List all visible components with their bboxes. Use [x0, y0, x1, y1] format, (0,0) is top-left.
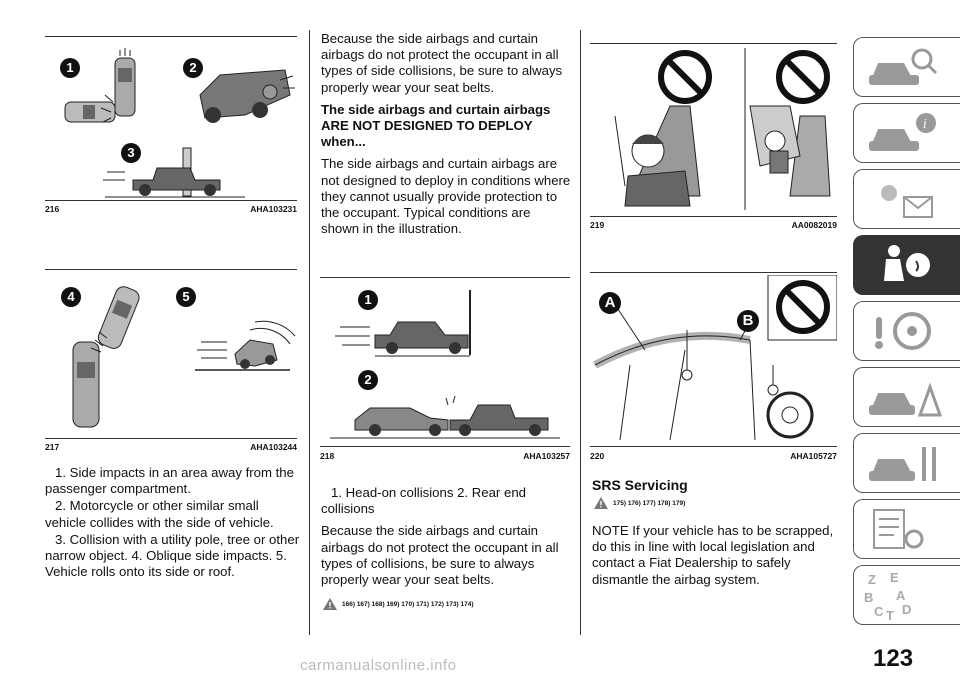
- figure-code: AHA103231: [250, 204, 297, 214]
- warning-triangle-icon: [594, 497, 608, 509]
- alphabet-index-icon: [862, 568, 942, 622]
- svg-text:E: E: [890, 570, 899, 585]
- paragraph: The side airbags and curtain airbags are not designed to deploy in conditions where they cannot usually provide protection to the occupant. Typical conditions are shown in the illustration.: [321, 156, 571, 237]
- warning-references-col2: [323, 598, 474, 610]
- warning-references: 166) 167) 168) 169) 170) 171) 172) 173) 174): [342, 600, 474, 608]
- figure-217-badge-4: 4: [61, 287, 81, 307]
- paragraph: Because the side airbags and curtain airbags do not protect the occupant in all types of side collisions, be sure to always properly wear your seat belts.: [321, 31, 563, 95]
- section-heading: The side airbags and curtain airbags ARE NOT DESIGNED TO DEPLOY when...: [321, 101, 551, 150]
- svg-text:B: B: [864, 590, 874, 605]
- car-info-icon: [864, 109, 944, 159]
- svg-text:T: T: [886, 608, 894, 622]
- figure-code: AHA103244: [250, 442, 297, 452]
- column-1-text: [45, 465, 301, 586]
- figure-218-caption: [320, 451, 570, 461]
- tab-in-an-emergency[interactable]: [853, 367, 960, 427]
- figure-217-top-rule: [45, 269, 297, 270]
- section-heading: SRS Servicing: [592, 477, 688, 493]
- warning-references-col3: [594, 497, 685, 509]
- figure-220-top-rule: [590, 272, 837, 273]
- paragraph: 2. Motorcycle or other similar small vehicle collides with the side of vehicle.: [45, 498, 274, 530]
- svg-text:C: C: [874, 604, 884, 619]
- svg-text:Z: Z: [868, 572, 876, 587]
- figure-219-top-rule: [590, 43, 837, 44]
- tab-warning-lights[interactable]: [853, 169, 960, 229]
- paragraph: 3. Collision with a utility pole, tree or other narrow object. 4. Oblique side impacts. 5. Vehicle rolls onto its side or roof.: [45, 531, 300, 580]
- warning-references: 175) 176) 177) 178) 179): [613, 499, 686, 507]
- column-2-bottom-text: [321, 485, 571, 594]
- figure-217-bottom-rule: [45, 438, 297, 439]
- column-divider: [309, 30, 310, 635]
- svg-text:D: D: [902, 602, 912, 617]
- figure-216-illustration: [45, 40, 297, 200]
- paragraph: Because the side airbags and curtain airbags do not protect the occupant in all types of collisions, be sure to always properly wear your seat belts.: [321, 523, 559, 588]
- paragraph: 1. Side impacts in an area away from the passenger compartment.: [45, 465, 294, 497]
- tab-safety[interactable]: [853, 235, 960, 295]
- figure-216-bottom-rule: [45, 200, 297, 201]
- tab-starting-driving[interactable]: [853, 301, 960, 361]
- tab-servicing-care[interactable]: [853, 433, 960, 493]
- figure-218-badge-2: 2: [358, 370, 378, 390]
- figure-218-top-rule: [320, 277, 570, 278]
- tab-index[interactable]: [853, 565, 960, 625]
- figure-216-top-rule: [45, 36, 297, 37]
- figure-219-caption: [590, 220, 837, 230]
- tab-knowing-your-car[interactable]: [853, 37, 960, 97]
- figure-number: 218: [320, 451, 335, 461]
- figure-number: 216: [45, 204, 60, 214]
- figure-219-bottom-rule: [590, 216, 837, 217]
- figure-number: 220: [590, 451, 605, 461]
- svg-text:i: i: [923, 117, 927, 131]
- figure-code: AHA103257: [523, 451, 570, 461]
- steering-wheel-icon: [864, 307, 944, 357]
- figure-218-badge-1: 1: [358, 290, 378, 310]
- settings-list-icon: [864, 505, 944, 555]
- tab-technical-specifications[interactable]: [853, 499, 960, 559]
- figure-216-badge-2: 2: [183, 58, 203, 78]
- page-number: 123: [873, 645, 914, 672]
- figure-number: 217: [45, 442, 60, 452]
- figure-216-badge-1: 1: [60, 58, 80, 78]
- figure-220-caption: [590, 451, 837, 461]
- figure-220-label-b: B: [737, 310, 759, 332]
- paragraph: 1. Head-on collisions 2. Rear end collisions: [321, 485, 526, 517]
- prohibited-icon: [774, 48, 832, 106]
- figure-220-bottom-rule: [590, 446, 837, 447]
- figure-217-caption: [45, 442, 297, 452]
- svg-text:A: A: [896, 588, 906, 603]
- car-service-icon: [864, 439, 944, 489]
- tab-knowing-instrument-panel[interactable]: [853, 103, 960, 163]
- figure-217-illustration: [45, 272, 297, 434]
- airbag-person-icon: [864, 241, 944, 291]
- warning-lights-icon: [864, 175, 944, 225]
- figure-220-label-a: A: [599, 292, 621, 314]
- figure-217-badge-5: 5: [176, 287, 196, 307]
- car-search-icon: [864, 43, 944, 93]
- car-breakdown-icon: [864, 373, 944, 423]
- figure-code: AHA105727: [790, 451, 837, 461]
- figure-218-illustration: [320, 280, 570, 442]
- prohibited-icon: [656, 48, 714, 106]
- prohibited-icon: [774, 278, 832, 336]
- warning-triangle-icon: [323, 598, 337, 610]
- figure-216-caption: [45, 204, 297, 214]
- figure-number: 219: [590, 220, 605, 230]
- figure-218-bottom-rule: [320, 446, 570, 447]
- note-text: NOTE If your vehicle has to be scrapped, do this in line with local legislation and contact a Fiat Dealership to safely dismantle the airbag system.: [592, 523, 834, 587]
- watermark: carmanualsonline.info: [300, 657, 457, 674]
- column-divider: [580, 30, 581, 635]
- figure-216-badge-3: 3: [121, 143, 141, 163]
- figure-code: AA0082019: [791, 220, 837, 230]
- column-2-top-text: [321, 31, 571, 243]
